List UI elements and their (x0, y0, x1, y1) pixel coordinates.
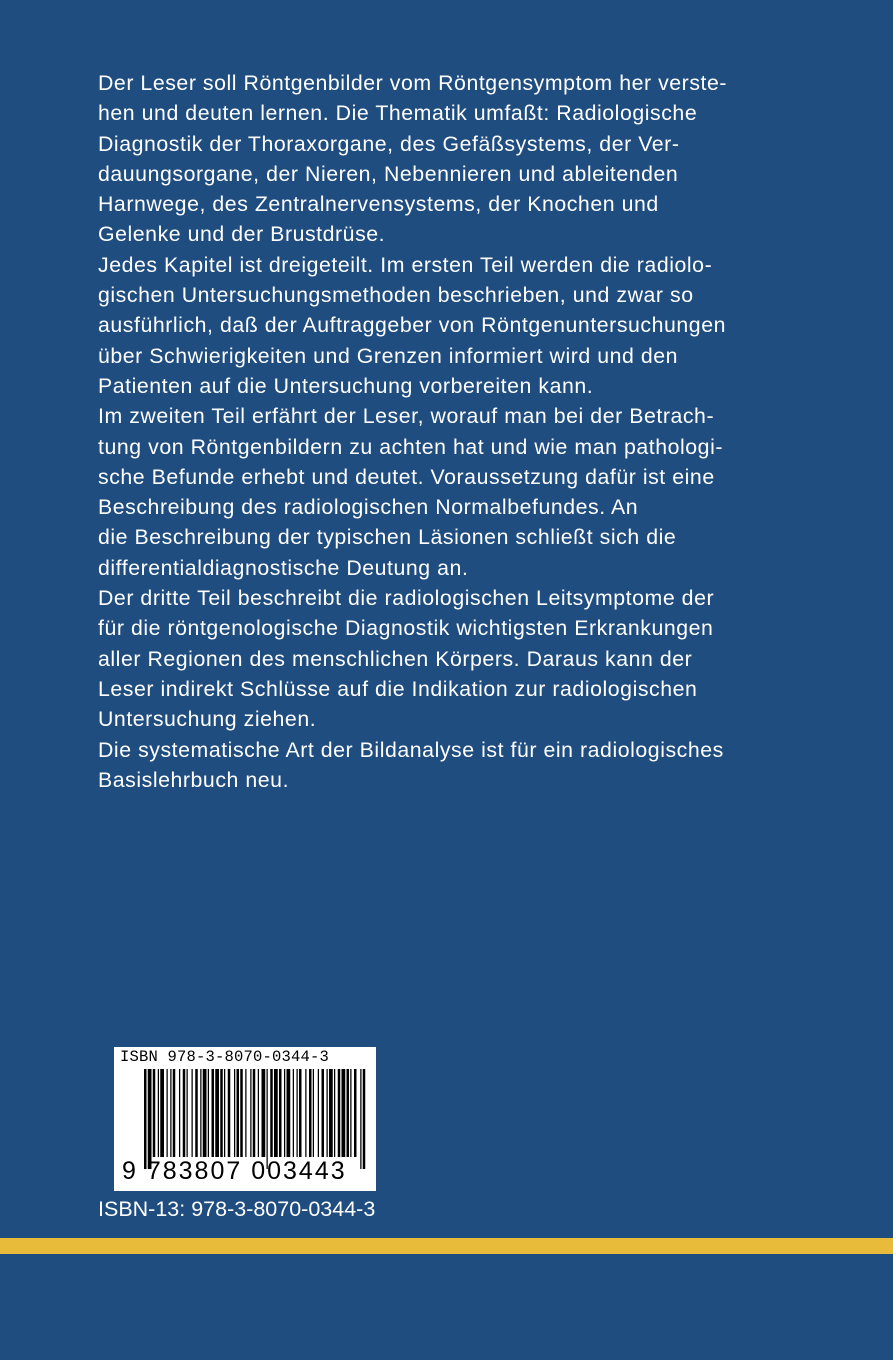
blurb-line: über Schwierigkeiten und Grenzen informiert wird und den (98, 343, 679, 368)
blurb-line: Leser indirekt Schlüsse auf die Indikation zur radiologischen (98, 676, 698, 701)
blurb-line: dauungsorgane, der Nieren, Nebennieren und ableitenden (98, 161, 679, 186)
barcode-bar (240, 1069, 243, 1157)
barcode-bar (347, 1069, 350, 1157)
blurb-line: Harnwege, des Zentralnervensystems, der Knochen und (98, 192, 659, 217)
barcode-bar (195, 1069, 198, 1157)
barcode-bar (334, 1069, 335, 1157)
barcode-isbn-label: ISBN 978-3-8070-0344-3 (120, 1048, 330, 1066)
barcode-bar (274, 1069, 278, 1157)
barcode-bar (279, 1069, 282, 1157)
blurb-line: hen und deuten lernen. Die Thematik umfaßt: Radiologische (98, 101, 698, 126)
blurb-line: Der dritte Teil beschreibt die radiologischen Leitsymptome der (98, 586, 715, 611)
blurb-line: Basislehrbuch neu. (98, 767, 290, 792)
blurb-line: Beschreibung des radiologischen Normalbefundes. An (98, 495, 639, 520)
back-cover-blurb (98, 68, 828, 795)
barcode-bar (258, 1069, 259, 1157)
barcode-bar (153, 1069, 156, 1157)
barcode-bar (354, 1069, 357, 1157)
barcode-bar (234, 1069, 235, 1157)
blurb-line: Der Leser soll Röntgenbilder vom Röntgensymptom her verste- (98, 71, 728, 95)
barcode-bar (327, 1069, 328, 1157)
barcode-bar (158, 1069, 159, 1157)
barcode-bar (179, 1069, 180, 1157)
barcode-bar (212, 1069, 215, 1157)
blurb-line: ausführlich, daß der Auftraggeber von Röntgenuntersuchungen (98, 313, 726, 338)
barcode-bar (293, 1069, 294, 1157)
barcode-bar (350, 1069, 351, 1157)
barcode-bar (299, 1069, 302, 1157)
barcode-bar (297, 1069, 298, 1157)
barcode-bar (267, 1069, 268, 1169)
barcode-bar (148, 1069, 152, 1169)
barcode-bar (338, 1069, 341, 1157)
barcode-bar (305, 1069, 306, 1157)
blurb-line: sche Befunde erhebt und deutet. Voraussetzung dafür ist eine (98, 464, 715, 489)
barcode-bar (167, 1069, 168, 1157)
yellow-stripe (0, 1238, 893, 1254)
barcode-bar (318, 1069, 319, 1157)
barcode-bar (329, 1069, 333, 1157)
barcode-bar (245, 1069, 246, 1157)
blurb-line: Jedes Kapitel ist dreigeteilt. Im ersten Teil werden die radiolo- (98, 252, 713, 277)
barcode-bar (250, 1069, 251, 1157)
barcode-bar (220, 1069, 223, 1157)
barcode-bar (322, 1069, 325, 1157)
barcode-bar (313, 1069, 314, 1157)
barcode-bar (237, 1069, 240, 1157)
barcode-bar (173, 1069, 176, 1157)
blurb-line: Untersuchung ziehen. (98, 707, 317, 732)
barcode-bar (170, 1069, 171, 1157)
barcode-bar (342, 1069, 346, 1157)
barcode-bar (144, 1069, 147, 1169)
barcode-bar (192, 1069, 193, 1157)
barcode-bar (360, 1069, 361, 1169)
blurb-line: Im zweiten Teil erfährt der Leser, worauf man bei der Betrach- (98, 404, 715, 429)
blurb-line: die Beschreibung der typischen Läsionen schließt sich die (98, 525, 677, 550)
blurb-line: Diagnostik der Thoraxorgane, des Gefäßsystems, der Ver- (98, 131, 680, 156)
blurb-line: Die systematische Art der Bildanalyse ist für ein radiologisches (98, 737, 724, 762)
isbn13-text: ISBN-13: 978-3-8070-0344-3 (98, 1197, 376, 1221)
barcode-bar (228, 1069, 231, 1157)
barcode-bar (287, 1069, 291, 1157)
barcode-ean-digits: 9 783807 003443 (122, 1157, 347, 1185)
blurb-line: gischen Untersuchungsmethoden beschrieben, und zwar so (98, 283, 694, 308)
barcode-bar (363, 1069, 366, 1169)
blurb-line: Patienten auf die Untersuchung vorbereiten kann. (98, 373, 594, 398)
blurb-line: tung von Röntgenbildern zu achten hat und wie man pathologi- (98, 434, 723, 459)
barcode-bar (224, 1069, 225, 1157)
barcode-bar (208, 1069, 209, 1157)
blurb-line: aller Regionen des menschlichen Körpers. Daraus kann der (98, 646, 693, 671)
barcode-bar (284, 1069, 285, 1157)
barcode-bar (262, 1069, 266, 1157)
barcode-bar (309, 1069, 312, 1157)
barcode-bar (253, 1069, 256, 1157)
barcode-bar (183, 1069, 186, 1157)
blurb-line: für die röntgenologische Diagnostik wichtigsten Erkrankungen (98, 616, 714, 641)
barcode-bar (187, 1069, 188, 1157)
barcode-bar (270, 1069, 273, 1157)
barcode-bar (160, 1069, 164, 1157)
barcode-bar (200, 1069, 201, 1157)
blurb-line: Gelenke und der Brustdrüse. (98, 222, 386, 247)
isbn-barcode (114, 1047, 376, 1191)
barcode-bar (215, 1069, 219, 1157)
barcode-bar (203, 1069, 207, 1157)
blurb-line: differentialdiagnostische Deutung an. (98, 555, 469, 580)
